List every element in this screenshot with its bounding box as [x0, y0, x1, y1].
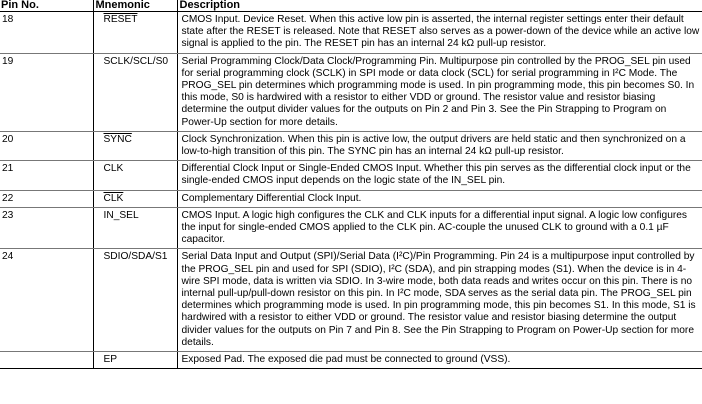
pin-number: 19	[0, 53, 93, 131]
pin-number: 21	[0, 161, 93, 190]
table-row	[0, 207, 702, 249]
pin-number	[0, 352, 93, 369]
pin-mnemonic: SDIO/SDA/S1	[93, 249, 177, 352]
table-row	[0, 190, 702, 207]
table-row	[0, 249, 702, 352]
pin-description: Serial Programming Clock/Data Clock/Programming Pin. Multipurpose pin controlled by the PROG_SEL pin used for serial programming clock (SCLK) in SPI mode or data clock (SCL) for serial programming in I²C Mode. The PROG_SEL pin determines which programming mode is used. In pin programming mode, this pin becomes S0. In this mode, S0 is hardwired with a resistor to either VDD or ground. The resistor value and resistor biasing determine the output divider values for the outputs on Pin 2 and Pin 3. See the Pin Strapping to Program on Power-Up section for more details.	[177, 53, 702, 131]
table-row	[0, 352, 702, 369]
pin-description: Serial Data Input and Output (SPI)/Serial Data (I²C)/Pin Programming. Pin 24 is a multipurpose input controlled by the PROG_SEL pin and used for SPI (SDIO), I²C (SDA), and pin strapping modes (S1). When the device is in 4-wire SPI mode, data is written via SDIO. In 3-wire mode, both data reads and writes occur on this pin. There is no internal pull-up/pull-down resistor on this pin. In I²C mode, SDA serves as the serial data pin. The PROG_SEL pin determines which programming mode is used. In pin programming mode, this pin becomes S1. In this mode, S1 is hardwired with a resistor to either VDD or ground. The resistor value and resistor biasing determine the output divider values for the outputs on Pin 7 and Pin 8. See the Pin Strapping to Program on Power-Up section for more details.	[177, 249, 702, 352]
header-description: Description	[177, 0, 702, 12]
pin-mnemonic: SYNC	[93, 131, 177, 160]
pin-mnemonic: RESET	[93, 12, 177, 54]
pin-mnemonic: IN_SEL	[93, 207, 177, 249]
table-header-row	[0, 0, 702, 12]
pin-description: Differential Clock Input or Single-Ended CMOS Input. Whether this pin serves as the differential clock input or the single-ended CMOS input depends on the logic state of the IN_SEL pin.	[177, 161, 702, 190]
table-row	[0, 131, 702, 160]
pin-description: CMOS Input. Device Reset. When this active low pin is asserted, the internal register settings enter their default state after the RESET is released. Note that RESET also serves as a power-down of the device while an active low signal is applied to the pin. The RESET pin has an internal 24 kΩ pull-up resistor.	[177, 12, 702, 54]
pin-description: Clock Synchronization. When this pin is active low, the output drivers are held static and then synchronized on a low-to-high transition of this pin. The SYNC pin has an internal 24 kΩ pull-up resistor.	[177, 131, 702, 160]
pin-mnemonic: CLK	[93, 161, 177, 190]
pin-mnemonic: $\overline{CLK}$	[93, 190, 177, 207]
table-row	[0, 53, 702, 131]
pin-description: Exposed Pad. The exposed die pad must be connected to ground (VSS).	[177, 352, 702, 369]
pin-number: 23	[0, 207, 93, 249]
pin-number: 24	[0, 249, 93, 352]
table-row	[0, 161, 702, 190]
pin-mnemonic: SCLK/SCL/S0	[93, 53, 177, 131]
table-row	[0, 12, 702, 54]
header-mnemonic: Mnemonic	[93, 0, 177, 12]
pin-description: Complementary Differential Clock Input.	[177, 190, 702, 207]
pin-description: CMOS Input. A logic high configures the CLK and CLK inputs for a differential input signal. A logic low configures the input for single-ended CMOS applied to the CLK pin. AC-couple the unused CLK to ground with a 0.1 µF capacitor.	[177, 207, 702, 249]
pin-mnemonic: EP	[93, 352, 177, 369]
header-pin-no: Pin No.	[0, 0, 93, 12]
pin-number: 20	[0, 131, 93, 160]
pin-number: 18	[0, 12, 93, 54]
pin-number: 22	[0, 190, 93, 207]
